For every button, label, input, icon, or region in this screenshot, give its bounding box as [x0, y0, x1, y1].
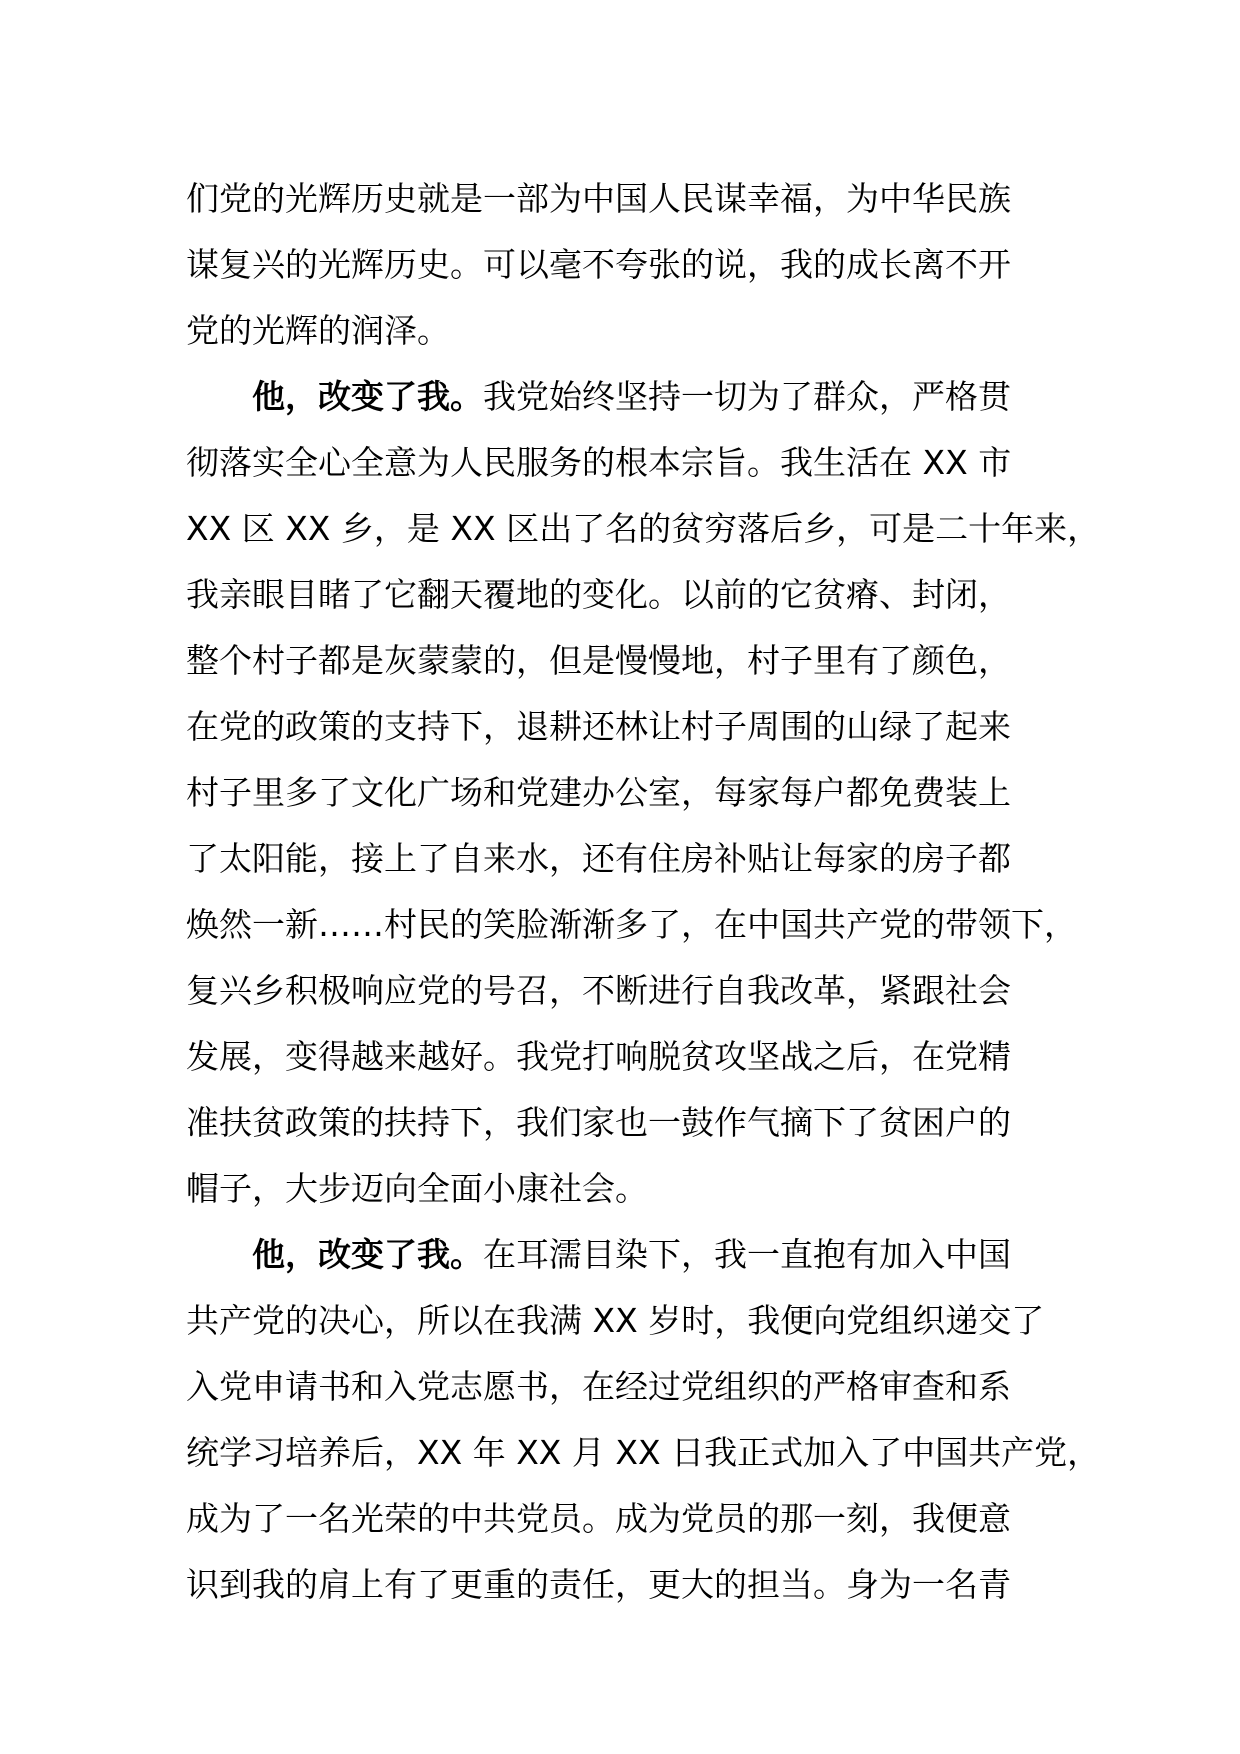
paragraph-continuation [186, 166, 1086, 364]
text-line: 识到我的肩上有了更重的责任，更大的担当。身为一名青 [186, 1565, 1011, 1604]
text-line: 村子里多了文化广场和党建办公室，每家每户都免费装上 [186, 773, 1011, 812]
text-line: XX 区 XX 乡，是 XX 区出了名的贫穷落后乡，可是二十年来， [186, 509, 1101, 548]
text-line: 了太阳能，接上了自来水，还有住房补贴让每家的房子都 [186, 839, 1011, 878]
paragraph-lead: 他，改变了我。 [252, 377, 483, 416]
text-line: 整个村子都是灰蒙蒙的，但是慢慢地，村子里有了颜色， [186, 641, 1011, 680]
paragraph-changed-me-1 [186, 364, 1101, 1222]
text-line: 入党申请书和入党志愿书，在经过党组织的严格审查和系 [186, 1367, 1011, 1406]
text-span: 我党始终坚持一切为了群众，严格贯 [483, 377, 1011, 416]
paragraph-changed-me-2 [186, 1222, 1101, 1618]
text-line: 共产党的决心，所以在我满 XX 岁时，我便向党组织递交了 [186, 1301, 1045, 1340]
text-line: 我亲眼目睹了它翻天覆地的变化。以前的它贫瘠、封闭， [186, 575, 1011, 614]
text-line: 焕然一新……村民的笑脸渐渐多了，在中国共产党的带领下， [186, 905, 1077, 944]
text-line [186, 1222, 1086, 1288]
text-line: 们党的光辉历史就是一部为中国人民谋幸福，为中华民族 [186, 179, 1011, 218]
text-line: 帽子，大步迈向全面小康社会。 [186, 1169, 648, 1208]
text-span: 在耳濡目染下，我一直抱有加入中国 [483, 1235, 1011, 1274]
text-line: 在党的政策的支持下，退耕还林让村子周围的山绿了起来 [186, 707, 1011, 746]
text-line: 彻落实全心全意为人民服务的根本宗旨。我生活在 XX 市 [186, 443, 1012, 482]
paragraph-lead: 他，改变了我。 [252, 1235, 483, 1274]
text-line: 党的光辉的润泽。 [186, 311, 450, 350]
text-line: 谋复兴的光辉历史。可以毫不夸张的说，我的成长离不开 [186, 245, 1011, 284]
text-line: 准扶贫政策的扶持下，我们家也一鼓作气摘下了贫困户的 [186, 1103, 1011, 1142]
text-line: 统学习培养后，XX 年 XX 月 XX 日我正式加入了中国共产党， [186, 1433, 1101, 1472]
text-line: 复兴乡积极响应党的号召，不断进行自我改革，紧跟社会 [186, 971, 1011, 1010]
document-body [186, 166, 1101, 1618]
text-line [186, 364, 1086, 430]
text-line: 成为了一名光荣的中共党员。成为党员的那一刻，我便意 [186, 1499, 1011, 1538]
text-line: 发展，变得越来越好。我党打响脱贫攻坚战之后，在党精 [186, 1037, 1011, 1076]
